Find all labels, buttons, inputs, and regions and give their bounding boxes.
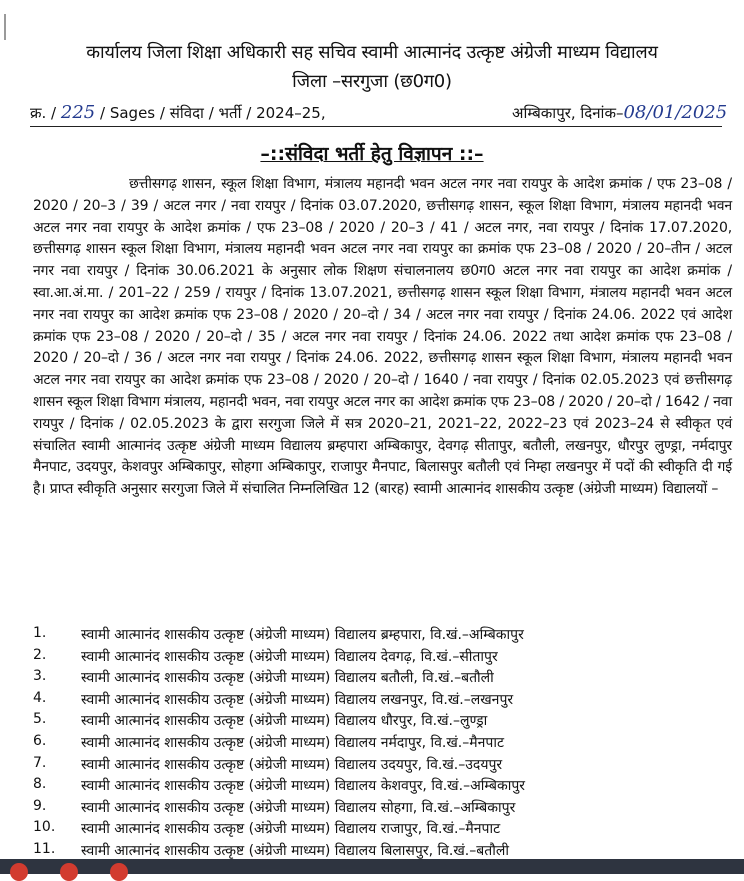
list-item-number: 6. xyxy=(33,732,47,749)
list-item-number: 9. xyxy=(33,797,47,814)
list-item-text: स्वामी आत्मानंद शासकीय उत्कृष्ट (अंग्रेजी माध्यम) विद्यालय ब्रम्हपारा, वि.खं.–अम्बिकापुर xyxy=(81,627,524,643)
list-item xyxy=(33,625,723,647)
list-item xyxy=(33,733,723,755)
handwritten-date: 08/01/2025 xyxy=(623,102,728,123)
list-item xyxy=(33,819,723,841)
list-item-text: स्वामी आत्मानंद शासकीय उत्कृष्ट (अंग्रेजी माध्यम) विद्यालय लखनपुर, वि.खं.–लखनपुर xyxy=(81,691,514,708)
list-item-text: स्वामी आत्मानंद शासकीय उत्कृष्ट (अंग्रेजी माध्यम) विद्यालय बिलासपुर, वि.खं.–बतौली xyxy=(81,842,509,859)
list-item-text: स्वामी आत्मानंद शासकीय उत्कृष्ट (अंग्रेजी माध्यम) विद्यालय धौरपुर, वि.खं.–लुण्ड्रा xyxy=(81,713,488,730)
list-item xyxy=(33,711,723,733)
list-item-text: स्वामी आत्मानंद शासकीय उत्कृष्ट (अंग्रेजी माध्यम) विद्यालय राजापुर, वि.खं.–मैनपाट xyxy=(81,821,501,838)
list-item-text: स्वामी आत्मानंद शासकीय उत्कृष्ट (अंग्रेजी माध्यम) विद्यालय उदयपुर, वि.खं.–उदयपुर xyxy=(81,756,503,773)
reference-prefix: क्र. / xyxy=(30,104,61,122)
list-item-text: स्वामी आत्मानंद शासकीय उत्कृष्ट (अंग्रेजी माध्यम) विद्यालय नर्मदापुर, वि.खं.–मैनपाट xyxy=(81,734,505,751)
reference-suffix: / Sages / संविदा / भर्ती / 2024–25, xyxy=(95,104,326,122)
taskbar-app-icon[interactable] xyxy=(60,863,78,881)
list-item-number: 8. xyxy=(33,776,47,793)
list-item xyxy=(33,755,723,777)
list-item-number: 7. xyxy=(33,754,47,771)
list-item xyxy=(33,798,723,820)
list-item-number: 5. xyxy=(33,711,47,728)
office-header-line2: जिला –सरगुजा (छ0ग0) xyxy=(292,71,452,92)
school-list xyxy=(33,625,723,863)
list-item xyxy=(33,776,723,798)
list-item xyxy=(33,647,723,669)
list-item-number: 1. xyxy=(33,625,47,641)
body-paragraph: छत्तीसगढ़ शासन, स्कूल शिक्षा विभाग, मंत्रालय महानदी भवन अटल नगर नवा रायपुर के आदेश क्रमांक / एफ 23–08 / 2020 / 20–3 / 39 / अटल नगर / नवा रायपुर / दिनांक 03.07.2020, छत्तीसगढ़ शासन, स्कूल शिक्षा विभाग, मंत्रालय महानदी भवन अटल नगर नवा रायपुर के आदेश क्रमांक / एफ 23–08 / 2020 / 20–3 / 41 / अटल नगर, नवा रायपुर / दिनांक 17.07.2020, छत्तीसगढ़ शासन स्कूल शिक्षा विभाग, मंत्रालय महानदी भवन अटल नगर नवा रायपुर का क्रमांक एफ 23–08 / 2020 / 20–तीन / अटल नगर नवा रायपुर / दिनांक 30.06.2021 के अनुसार लोक शिक्षण संचालनालय छ0ग0 अटल नगर नवा रायपुर का आदेश क्रमांक / स्वा.आ.अं.मा. / 201–22 / 259 / रायपुर / दिनांक 13.07.2021, छत्तीसगढ़ शासन स्कूल शिक्षा विभाग, मंत्रालय महानदी भवन अटल नगर नवा रायपुर का आदेश क्रमांक एफ 23–08 / 2020 / 20–दो / 34 / अटल नगर नवा रायपुर / दिनांक 24.06. 2022 एवं आदेश क्रमांक एफ 23–08 / 2020 / 20–दो / 35 / अटल नगर नवा रायपुर / दिनांक 24.06. 2022 तथा आदेश क्रमांक एफ 23–08 / 2020 / 20–दो / 36 / अटल नगर नवा रायपुर / दिनांक 24.06. 2022, छत्तीसगढ़ शासन स्कूल शिक्षा विभाग, मंत्रालय महानदी भवन अटल नगर नवा रायपुर का आदेश क्रमांक एफ 23–08 / 2020 / 20–दो / 1640 / नवा रायपुर / दिनांक 02.05.2023 एवं छत्तीसगढ़ शासन स्कूल शिक्षा विभाग मंत्रालय, महानदी भवन, नवा रायपुर अटल नगर का आदेश क्रमांक एफ 23–08 / 2020 / 20–दो / 1642 / नवा रायपुर / दिनांक / 02.05.2023 के द्वारा सरगुजा जिले में सत्र 2020–21, 2021–22, 2022–23 एवं 2023–24 से स्वीकृत एवं संचालित स्वामी आत्मानंद उत्कृष्ट अंग्रेजी माध्यम विद्यालय ब्रम्हपारा अम्बिकापुर, देवगढ़ सीतापुर, बतौली, लखनपुर, धौरपुर लुण्ड्रा, नर्मदापुर मैनपाट, उदयपुर, केशवपुर अम्बिकापुर, सोहगा अम्बिकापुर, राजापुर मैनपाट, बिलासपुर बतौली एवं निम्हा लखनपुर में पदों की स्वीकृति दी गई है। प्राप्त स्वीकृति अनुसार सरगुजा जिले में संचालित निम्नलिखित 12 (बारह) स्वामी आत्मानंद शासकीय उत्कृष्ट (अंग्रेजी माध्यम) विद्यालयों – xyxy=(33,176,732,498)
taskbar-app-icon[interactable] xyxy=(110,863,128,881)
page-edge-mark xyxy=(4,14,6,40)
list-item-number: 4. xyxy=(33,689,47,706)
handwritten-number: 225 xyxy=(60,102,96,123)
office-header-line1: कार्यालय जिला शिक्षा अधिकारी सह सचिव स्वामी आत्मानंद उत्कृष्ट अंग्रेजी माध्यम विद्यालय xyxy=(86,42,658,63)
list-item-text: स्वामी आत्मानंद शासकीय उत्कृष्ट (अंग्रेजी माध्यम) विद्यालय बतौली, वि.खं.–बतौली xyxy=(81,670,494,687)
list-item-number: 10. xyxy=(33,819,56,836)
list-item-number: 3. xyxy=(33,668,47,685)
advertisement-title: –::संविदा भर्ती हेतु विज्ञापन ::– xyxy=(260,143,484,165)
date-prefix: अम्बिकापुर, दिनांक– xyxy=(512,104,624,122)
reference-date xyxy=(512,102,727,123)
header-divider xyxy=(30,126,722,127)
list-item xyxy=(33,668,723,690)
taskbar xyxy=(0,859,744,874)
list-item-number: 11. xyxy=(33,840,56,857)
list-item xyxy=(33,690,723,712)
list-item-text: स्वामी आत्मानंद शासकीय उत्कृष्ट (अंग्रेजी माध्यम) विद्यालय सोहगा, वि.खं.–अम्बिकापुर xyxy=(81,799,516,816)
list-item-number: 2. xyxy=(33,646,47,663)
list-item-text: स्वामी आत्मानंद शासकीय उत्कृष्ट (अंग्रेजी माध्यम) विद्यालय देवगढ़, वि.खं.–सीतापुर xyxy=(81,648,498,665)
reference-number xyxy=(30,102,326,123)
taskbar-app-icon[interactable] xyxy=(10,863,28,881)
list-item-text: स्वामी आत्मानंद शासकीय उत्कृष्ट (अंग्रेजी माध्यम) विद्यालय केशवपुर, वि.खं.–अम्बिकापुर xyxy=(81,778,526,795)
